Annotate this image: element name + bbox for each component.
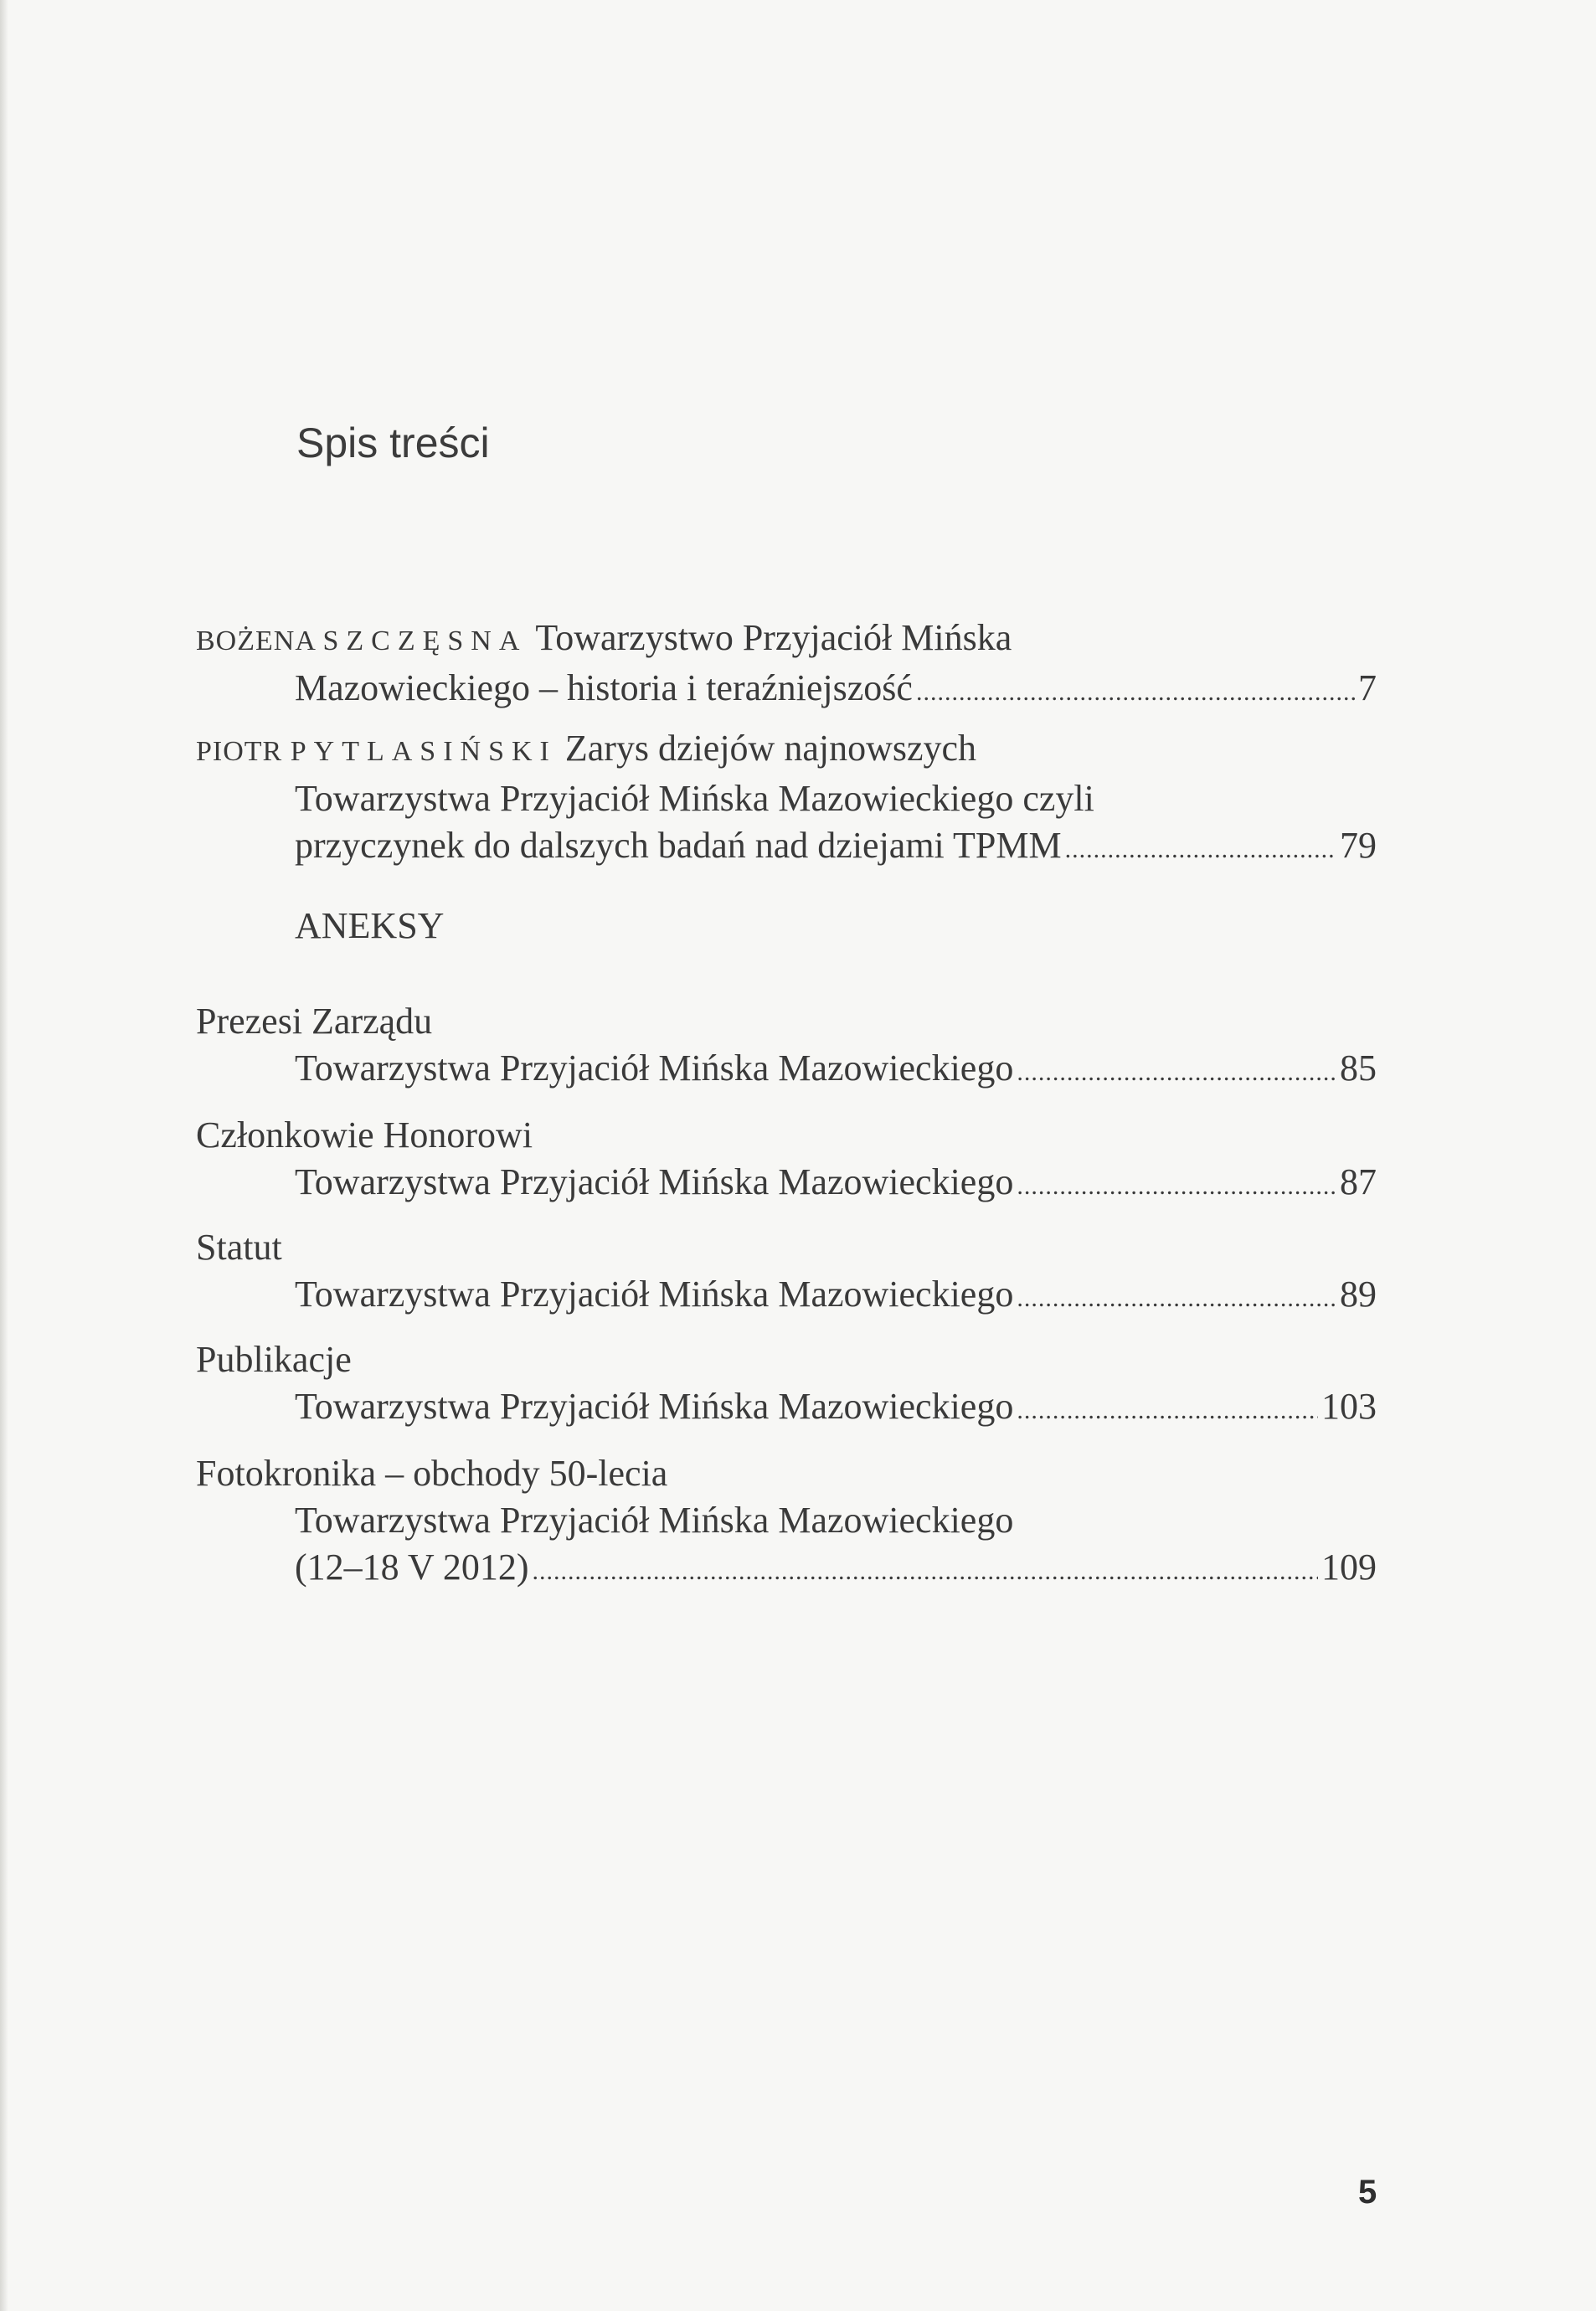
- author-name: [196, 618, 527, 665]
- entry-title-continued: Mazowieckiego – historia i teraźniejszość: [295, 667, 913, 708]
- toc-entry-line: [196, 615, 1377, 665]
- annex-item-sub-line: [196, 1383, 1377, 1434]
- annex-item-subtitle: Towarzystwa Przyjaciół Mińska Mazowieckiego: [295, 1500, 1014, 1541]
- toc-entry-line: [196, 775, 1377, 822]
- leader-dots: [1017, 1275, 1336, 1322]
- entry-title-continued: przyczynek do dalszych badań nad dziejami TPMM: [295, 825, 1062, 866]
- page-number: 79: [1340, 825, 1377, 866]
- page-folio: 5: [1358, 2174, 1377, 2211]
- annex-item-subtitle-dates: (12–18 V 2012): [295, 1547, 529, 1588]
- annex-item-sub-line: [196, 1159, 1377, 1210]
- annex-item-fotokronika: [196, 1450, 1377, 1595]
- annex-item-subtitle: Towarzystwa Przyjaciół Mińska Mazowieckiego: [295, 1047, 1014, 1089]
- annex-heading: ANEKSY: [295, 905, 445, 946]
- annex-item-subtitle: Towarzystwa Przyjaciół Mińska Mazowieckiego: [295, 1161, 1014, 1202]
- entry-title-continued: Towarzystwa Przyjaciół Mińska Mazowieckiego czyli: [295, 778, 1094, 819]
- leader-dots: [1017, 1387, 1318, 1434]
- annex-item-publikacje: [196, 1336, 1377, 1434]
- page-edge: [0, 0, 8, 2311]
- leader-dots: [533, 1548, 1319, 1595]
- annex-item-title: Prezesi Zarządu: [196, 1001, 433, 1042]
- page-number: 109: [1321, 1547, 1377, 1588]
- author-name: [196, 728, 557, 775]
- annex-item-title-line: [196, 1224, 1377, 1271]
- leader-dots: [1017, 1049, 1336, 1096]
- entry-title: Towarzystwo Przyjaciół Mińska: [535, 617, 1012, 658]
- annex-item-czlonkowie: [196, 1112, 1377, 1210]
- page-number: 89: [1340, 1274, 1377, 1315]
- toc-entry-szczesna: [196, 615, 1377, 716]
- annex-item-subtitle: Towarzystwa Przyjaciół Mińska Mazowieckiego: [295, 1274, 1014, 1315]
- leader-dots: [916, 669, 1355, 716]
- page-number: 87: [1340, 1161, 1377, 1202]
- annex-item-title-line: [196, 1112, 1377, 1159]
- annex-item-title: Fotokronika – obchody 50-lecia: [196, 1453, 668, 1494]
- author-first-name: PIOTR: [196, 736, 283, 767]
- annex-item-sub-line: [196, 1544, 1377, 1595]
- leader-dots: [1065, 826, 1336, 873]
- author-first-name: BOŻENA: [196, 625, 315, 656]
- page-title: Spis treści: [296, 419, 490, 466]
- annex-item-title-line: [196, 1336, 1377, 1383]
- toc-entry-pytlasinski: [196, 725, 1377, 873]
- annex-item-sub-line: [196, 1045, 1377, 1096]
- annex-item-prezesi: [196, 998, 1377, 1096]
- annex-item-title-line: [196, 1450, 1377, 1497]
- annex-item-title-line: [196, 998, 1377, 1045]
- toc-entry-line: [196, 725, 1377, 775]
- annex-item-title: Statut: [196, 1227, 282, 1268]
- annex-item-statut: [196, 1224, 1377, 1322]
- toc-entry-line: [196, 822, 1377, 873]
- annex-item-sub-line: [196, 1271, 1377, 1322]
- author-last-name: PYTLASIŃSKI: [290, 736, 557, 767]
- toc-entry-line: [196, 665, 1377, 716]
- leader-dots: [1017, 1163, 1336, 1210]
- entry-title: Zarys dziejów najnowszych: [564, 728, 977, 769]
- annex-item-sub-line: [196, 1497, 1377, 1544]
- page-number: 7: [1358, 667, 1377, 708]
- annex-item-title: Członkowie Honorowi: [196, 1114, 533, 1156]
- author-last-name: SZCZĘSNA: [322, 625, 528, 656]
- annex-item-subtitle: Towarzystwa Przyjaciół Mińska Mazowieckiego: [295, 1386, 1014, 1427]
- page-number: 85: [1340, 1047, 1377, 1089]
- page-number: 103: [1321, 1386, 1377, 1427]
- annex-item-title: Publikacje: [196, 1339, 352, 1380]
